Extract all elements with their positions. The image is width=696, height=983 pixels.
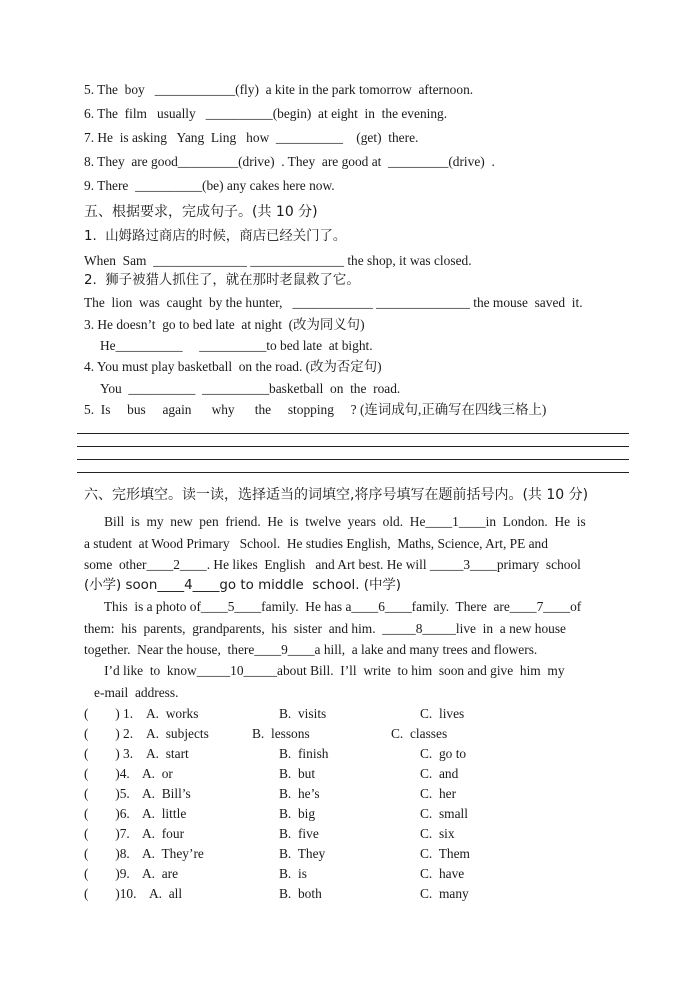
option-b: B. five — [279, 826, 319, 841]
answer-bracket-5[interactable]: ( )5. — [84, 786, 130, 801]
answer-bracket-1[interactable]: ( ) 1. — [84, 706, 134, 721]
option-b: B. big — [279, 806, 316, 821]
answer-bracket-7[interactable]: ( )7. — [84, 826, 130, 841]
option-c: C. go to — [420, 746, 467, 761]
option-c: C. six — [420, 826, 455, 841]
option-c: C. classes — [391, 726, 448, 741]
option-c: C. her — [420, 786, 457, 801]
answer-bracket-9[interactable]: ( )9. — [84, 866, 130, 881]
grid-line — [77, 433, 629, 434]
option-b: B. lessons — [252, 726, 310, 741]
answer-bracket-3[interactable]: ( ) 3. — [84, 746, 134, 761]
answer-bracket-10[interactable]: ( )10. — [84, 886, 137, 901]
section-5-q2-chinese: 2. 狮子被猎人抓住了，就在那时老鼠救了它。 — [84, 273, 360, 288]
passage-line: together. Near the house, there____9____a hill, a lake and many trees and flowers. — [84, 642, 538, 657]
answer-bracket-4[interactable]: ( )4. — [84, 766, 130, 781]
option-a: A. start — [146, 746, 189, 761]
question-8-fill: 8. They are good_________(drive) . They are good at _________(drive) . — [84, 154, 495, 169]
option-a: A. four — [142, 826, 185, 841]
grid-line — [77, 459, 629, 460]
passage-line: I’d like to know_____10_____about Bill. I’ll write to him soon and give him my — [84, 663, 565, 678]
option-b: B. both — [279, 886, 322, 901]
option-a: A. are — [142, 866, 179, 881]
passage-line: a student at Wood Primary School. He studies English, Maths, Science, Art, PE and — [84, 536, 548, 551]
option-a: A. subjects — [146, 726, 209, 741]
option-c: C. small — [420, 806, 468, 821]
passage-line: Bill is my new pen friend. He is twelve years old. He____1____in London. He is — [84, 514, 586, 529]
option-a: A. Bill’s — [142, 786, 191, 801]
option-c: C. and — [420, 766, 459, 781]
section-6-heading: 六、完形填空。读一读，选择适当的词填空,将序号填写在题前括号内。(共 10 分) — [84, 487, 589, 503]
grid-line — [77, 472, 629, 473]
section-5-q5: 5. Is bus again why the stopping ? (连词成句,正确写在四线三格上) — [84, 402, 547, 417]
passage-line: (小学) soon____4____go to middle school. (中学) — [84, 578, 401, 593]
question-5-fill: 5. The boy ____________(fly) a kite in the park tomorrow afternoon. — [84, 82, 474, 97]
option-a: A. all — [149, 886, 183, 901]
section-5-heading: 五、根据要求，完成句子。(共 10 分) — [84, 204, 318, 220]
option-c: C. Them — [420, 846, 470, 861]
four-line-writing-grid — [77, 433, 629, 475]
option-a: A. works — [146, 706, 199, 721]
option-b: B. They — [279, 846, 326, 861]
answer-bracket-6[interactable]: ( )6. — [84, 806, 130, 821]
option-a: A. or — [142, 766, 173, 781]
section-5-q3-answer: He__________ __________to bed late at bight. — [100, 338, 373, 353]
option-b: B. finish — [279, 746, 329, 761]
option-c: C. many — [420, 886, 469, 901]
question-6-fill: 6. The film usually __________(begin) at eight in the evening. — [84, 106, 448, 121]
section-5-q3: 3. He doesn’t go to bed late at night (改为同义句) — [84, 317, 365, 332]
question-7-fill: 7. He is asking Yang Ling how __________ (get) there. — [84, 130, 419, 145]
passage-line: them: his parents, grandparents, his sister and him. _____8_____live in a new house — [84, 621, 566, 636]
option-c: C. lives — [420, 706, 465, 721]
question-9-fill: 9. There __________(be) any cakes here now. — [84, 178, 335, 193]
option-a: A. They’re — [142, 846, 204, 861]
answer-bracket-8[interactable]: ( )8. — [84, 846, 130, 861]
option-b: B. he’s — [279, 786, 320, 801]
option-b: B. but — [279, 766, 316, 781]
passage-line: e-mail address. — [84, 685, 179, 700]
section-5-q1-english: When Sam ______________ ______________ the shop, it was closed. — [84, 253, 472, 268]
section-5-q4-answer: You __________ __________basketball on the road. — [100, 381, 401, 396]
option-a: A. little — [142, 806, 187, 821]
answer-bracket-2[interactable]: ( ) 2. — [84, 726, 134, 741]
grid-line — [77, 446, 629, 447]
section-5-q4: 4. You must play basketball on the road. (改为否定句) — [84, 359, 382, 374]
passage-line: some other____2____. He likes English and Art best. He will _____3____primary school — [84, 557, 581, 572]
option-c: C. have — [420, 866, 465, 881]
option-b: B. visits — [279, 706, 327, 721]
option-b: B. is — [279, 866, 307, 881]
passage-line: This is a photo of____5____family. He has a____6____family. There are____7____of — [84, 599, 582, 614]
section-5-q2-english: The lion was caught by the hunter, ____________ ______________ the mouse saved it. — [84, 295, 583, 310]
section-5-q1-chinese: 1. 山姆路过商店的时候，商店已经关门了。 — [84, 229, 347, 244]
